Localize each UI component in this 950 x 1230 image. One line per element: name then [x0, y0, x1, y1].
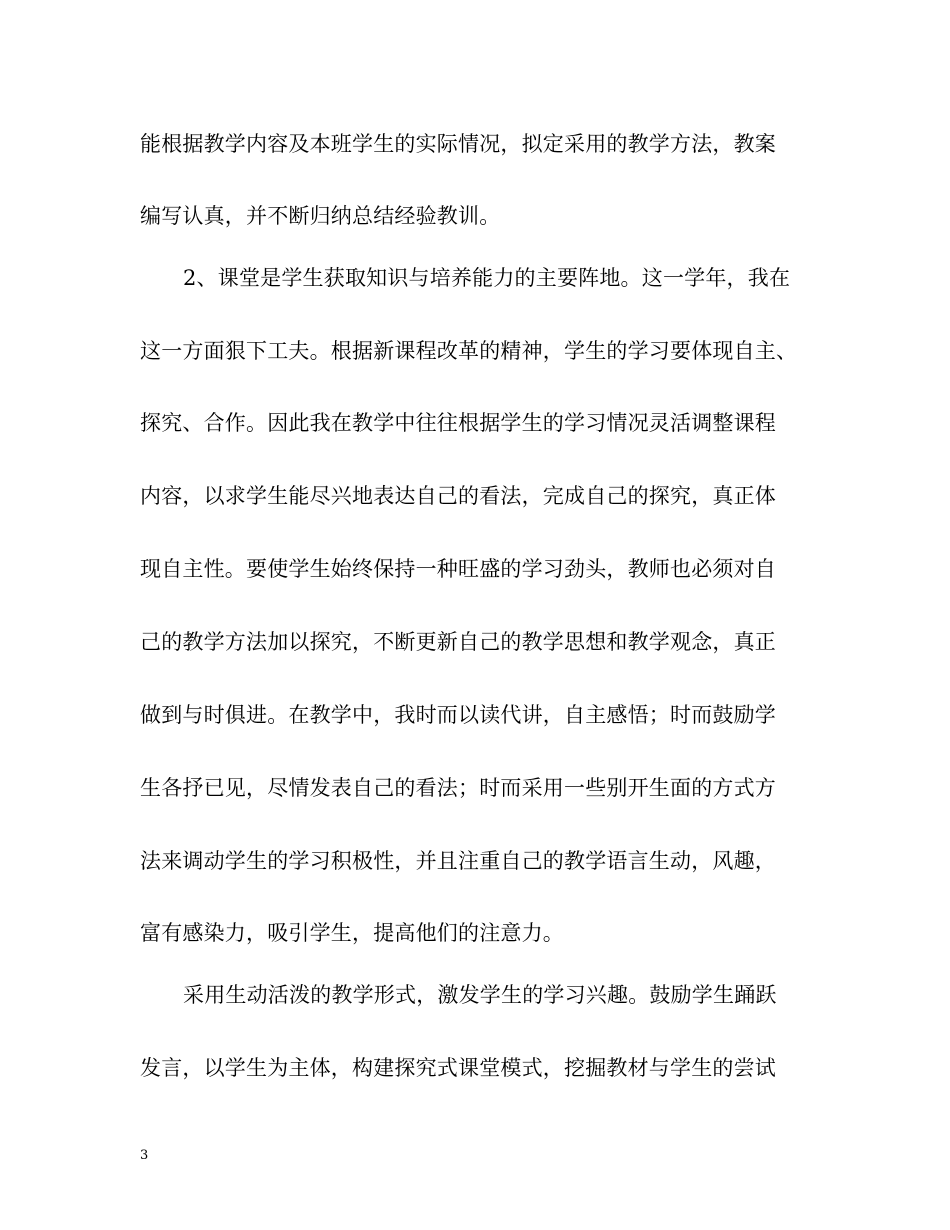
- text-line-2: 编写认真，并不断归纳总结经验教训。: [140, 204, 501, 228]
- text-line-12: 富有感染力，吸引学生，提高他们的注意力。: [140, 921, 564, 945]
- text-line-7: 现自主性。要使学生始终保持一种旺盛的学习劲头，教师也必须对自: [140, 557, 776, 581]
- text-line-8: 己的教学方法加以探究，不断更新自己的教学思想和教学观念，真正: [140, 630, 776, 654]
- text-line-10: 生各抒已见，尽情发表自己的看法；时而采用一些别开生面的方式方: [140, 776, 776, 800]
- text-line-11: 法来调动学生的学习积极性，并且注重自己的教学语言生动，风趣，: [140, 849, 776, 873]
- text-line-3: 2、课堂是学生获取知识与培养能力的主要阵地。这一学年，我在: [183, 266, 791, 290]
- text-line-5: 探究、合作。因此我在教学中往往根据学生的学习情况灵活调整课程: [140, 411, 776, 435]
- text-line-1: 能根据教学内容及本班学生的实际情况，拟定采用的教学方法，教案: [140, 132, 776, 156]
- text-line-14: 发言，以学生为主体，构建探究式课堂模式，挖掘教材与学生的尝试: [140, 1056, 776, 1080]
- page-number: 3: [140, 1148, 149, 1163]
- text-line-4: 这一方面狠下工夫。根据新课程改革的精神，学生的学习要体现自主、: [140, 339, 798, 363]
- text-line-13: 采用生动活泼的教学形式，激发学生的学习兴趣。鼓励学生踊跃: [183, 983, 777, 1007]
- text-line-6: 内容，以求学生能尽兴地表达自己的看法，完成自己的探究，真正体: [140, 484, 776, 508]
- text-line-9: 做到与时俱进。在教学中，我时而以读代讲，自主感悟；时而鼓励学: [140, 703, 776, 727]
